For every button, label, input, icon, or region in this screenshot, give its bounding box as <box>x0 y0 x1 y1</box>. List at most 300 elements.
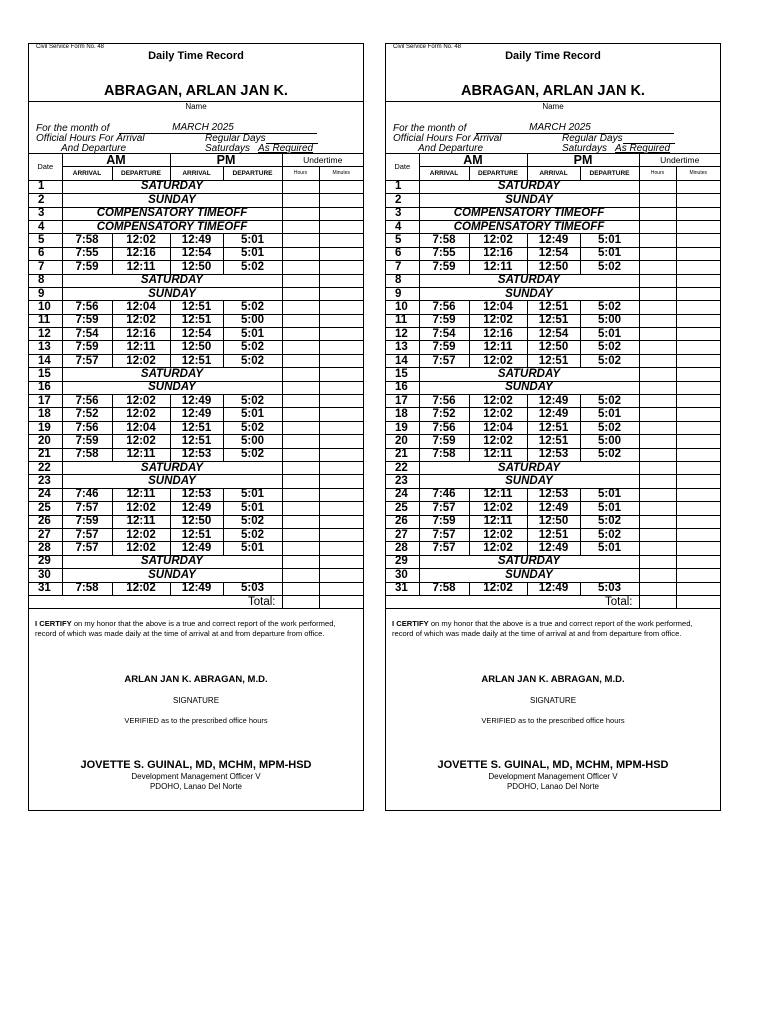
pm-departure: 5:02 <box>580 421 639 434</box>
day-number: 15 <box>386 368 419 381</box>
total-label: Total: <box>386 595 639 608</box>
day-number: 25 <box>386 502 419 515</box>
am-arrival: 7:46 <box>62 488 112 501</box>
table-row <box>386 488 720 501</box>
month-label: For the month of <box>36 123 110 134</box>
pm-departure: 5:02 <box>223 395 282 408</box>
am-departure: 12:02 <box>112 314 170 327</box>
pm-arrival: 12:51 <box>527 421 580 434</box>
day-number: 24 <box>29 488 62 501</box>
pm-departure: 5:01 <box>580 408 639 421</box>
am-departure-header: DEPARTURE <box>469 167 527 180</box>
table-row <box>29 448 363 461</box>
undertime-hours <box>639 314 676 327</box>
officer-title: Development Management Officer V <box>488 772 618 781</box>
day-number: 23 <box>386 475 419 488</box>
am-departure: 12:04 <box>112 301 170 314</box>
am-header: AM <box>62 154 170 167</box>
undertime-hours <box>282 582 319 595</box>
am-arrival: 7:56 <box>62 395 112 408</box>
table-row <box>29 408 363 421</box>
pm-arrival: 12:51 <box>527 435 580 448</box>
pm-arrival: 12:49 <box>170 502 223 515</box>
undertime-minutes <box>676 569 720 582</box>
undertime-hours <box>282 274 319 287</box>
pm-departure: 5:02 <box>580 395 639 408</box>
am-arrival: 7:59 <box>419 435 469 448</box>
undertime-minutes <box>319 261 363 274</box>
table-row <box>386 555 720 568</box>
undertime-minutes <box>676 220 720 233</box>
am-arrival: 7:57 <box>62 354 112 367</box>
am-departure: 12:02 <box>469 354 527 367</box>
undertime-minutes <box>676 542 720 555</box>
month-value: MARCH 2025 <box>119 123 317 134</box>
am-arrival: 7:46 <box>419 488 469 501</box>
undertime-hours <box>639 234 676 247</box>
am-arrival: 7:56 <box>419 395 469 408</box>
undertime-minutes <box>676 368 720 381</box>
pm-departure: 5:01 <box>580 488 639 501</box>
table-row <box>386 220 720 233</box>
undertime-minutes <box>676 381 720 394</box>
undertime-hours <box>639 261 676 274</box>
pm-arrival: 12:49 <box>170 408 223 421</box>
undertime-hours <box>282 408 319 421</box>
total-minutes <box>319 595 363 608</box>
pm-arrival: 12:51 <box>527 301 580 314</box>
day-number: 15 <box>29 368 62 381</box>
day-label: COMPENSATORY TIMEOFF <box>62 220 282 233</box>
am-departure: 12:11 <box>112 261 170 274</box>
undertime-hours <box>282 421 319 434</box>
day-number: 3 <box>386 207 419 220</box>
am-departure: 12:11 <box>469 448 527 461</box>
pm-departure: 5:01 <box>580 234 639 247</box>
am-departure: 12:02 <box>469 435 527 448</box>
table-row <box>386 542 720 555</box>
day-label: SUNDAY <box>62 569 282 582</box>
pm-departure: 5:02 <box>223 421 282 434</box>
pm-departure: 5:01 <box>580 247 639 260</box>
undertime-hours <box>639 220 676 233</box>
day-label: SATURDAY <box>62 274 282 287</box>
table-row <box>386 261 720 274</box>
pm-departure: 5:00 <box>223 435 282 448</box>
undertime-minutes <box>319 461 363 474</box>
undertime-minutes <box>319 582 363 595</box>
undertime-minutes <box>319 395 363 408</box>
pm-departure: 5:03 <box>580 582 639 595</box>
employee-name: ABRAGAN, ARLAN JAN K. <box>461 83 645 99</box>
regular-days-label: Regular Days <box>205 133 266 144</box>
undertime-hours <box>639 287 676 300</box>
table-row <box>386 461 720 474</box>
table-row <box>386 354 720 367</box>
undertime-minutes <box>676 354 720 367</box>
day-number: 10 <box>29 301 62 314</box>
pm-arrival: 12:50 <box>527 341 580 354</box>
undertime-minutes <box>319 180 363 193</box>
undertime-hours <box>639 301 676 314</box>
pm-departure: 5:00 <box>580 435 639 448</box>
undertime-hours <box>639 461 676 474</box>
table-row <box>386 448 720 461</box>
undertime-minutes <box>319 194 363 207</box>
day-number: 6 <box>29 247 62 260</box>
official-hours-label: Official Hours For Arrival <box>36 133 145 144</box>
day-label: SATURDAY <box>419 180 639 193</box>
day-number: 20 <box>29 435 62 448</box>
undertime-hours <box>639 515 676 528</box>
table-row <box>386 194 720 207</box>
table-row <box>29 475 363 488</box>
undertime-hours <box>639 448 676 461</box>
table-row <box>29 207 363 220</box>
name-label: Name <box>542 102 564 111</box>
am-departure: 12:11 <box>469 261 527 274</box>
day-number: 18 <box>386 408 419 421</box>
day-label: COMPENSATORY TIMEOFF <box>419 220 639 233</box>
undertime-minutes <box>676 314 720 327</box>
day-label: SATURDAY <box>62 461 282 474</box>
pm-arrival: 12:51 <box>170 421 223 434</box>
day-number: 21 <box>29 448 62 461</box>
table-row <box>29 341 363 354</box>
form-number: Civil Service Form No. 48 <box>393 44 462 50</box>
day-number: 2 <box>29 194 62 207</box>
day-label: SATURDAY <box>419 555 639 568</box>
table-row <box>29 435 363 448</box>
am-arrival: 7:52 <box>62 408 112 421</box>
table-row <box>29 368 363 381</box>
am-arrival: 7:56 <box>419 301 469 314</box>
undertime-hours <box>282 180 319 193</box>
undertime-hours <box>282 515 319 528</box>
hours-header: Hours <box>282 167 319 180</box>
undertime-minutes <box>676 247 720 260</box>
day-number: 17 <box>29 395 62 408</box>
undertime-hours <box>639 569 676 582</box>
departure-label: And Departure <box>61 143 127 154</box>
undertime-minutes <box>676 207 720 220</box>
table-row <box>386 421 720 434</box>
am-departure: 12:11 <box>112 341 170 354</box>
am-departure: 12:16 <box>112 328 170 341</box>
am-departure: 12:02 <box>469 314 527 327</box>
day-number: 22 <box>29 461 62 474</box>
table-row <box>386 435 720 448</box>
as-required: As Required <box>258 143 314 154</box>
am-arrival: 7:58 <box>62 582 112 595</box>
undertime-minutes <box>319 435 363 448</box>
undertime-minutes <box>676 287 720 300</box>
pm-departure-header: DEPARTURE <box>580 167 639 180</box>
undertime-hours <box>639 368 676 381</box>
am-departure: 12:02 <box>469 502 527 515</box>
undertime-header: Undertime <box>282 154 363 167</box>
am-arrival: 7:57 <box>419 528 469 541</box>
am-departure: 12:02 <box>469 582 527 595</box>
day-number: 22 <box>386 461 419 474</box>
undertime-minutes <box>676 528 720 541</box>
undertime-minutes <box>319 207 363 220</box>
undertime-minutes <box>319 569 363 582</box>
am-departure: 12:11 <box>469 515 527 528</box>
pm-arrival: 12:50 <box>170 261 223 274</box>
undertime-header: Undertime <box>639 154 720 167</box>
table-row <box>386 475 720 488</box>
regular-days-label: Regular Days <box>562 133 623 144</box>
am-arrival: 7:58 <box>419 234 469 247</box>
undertime-hours <box>282 234 319 247</box>
am-arrival: 7:59 <box>62 515 112 528</box>
table-row <box>29 287 363 300</box>
pm-arrival: 12:50 <box>170 341 223 354</box>
undertime-minutes <box>319 341 363 354</box>
undertime-hours <box>639 395 676 408</box>
pm-arrival: 12:51 <box>170 314 223 327</box>
pm-arrival: 12:54 <box>170 247 223 260</box>
pm-arrival: 12:50 <box>527 515 580 528</box>
am-departure: 12:11 <box>112 488 170 501</box>
undertime-hours <box>282 542 319 555</box>
undertime-hours <box>639 542 676 555</box>
officer-office: PDOHO, Lanao Del Norte <box>149 782 243 791</box>
pm-arrival: 12:54 <box>170 328 223 341</box>
am-arrival: 7:59 <box>62 314 112 327</box>
table-row <box>29 220 363 233</box>
pm-departure: 5:02 <box>580 261 639 274</box>
table-row <box>386 502 720 515</box>
day-label: COMPENSATORY TIMEOFF <box>419 207 639 220</box>
pm-departure: 5:02 <box>223 528 282 541</box>
day-label: SUNDAY <box>419 287 639 300</box>
pm-departure: 5:02 <box>223 301 282 314</box>
undertime-minutes <box>676 475 720 488</box>
am-arrival: 7:56 <box>62 421 112 434</box>
day-number: 11 <box>29 314 62 327</box>
undertime-hours <box>282 475 319 488</box>
am-departure: 12:02 <box>112 354 170 367</box>
am-arrival: 7:57 <box>419 502 469 515</box>
undertime-hours <box>282 395 319 408</box>
day-number: 31 <box>29 582 62 595</box>
day-number: 20 <box>386 435 419 448</box>
pm-header: PM <box>170 154 282 167</box>
pm-departure: 5:02 <box>223 354 282 367</box>
undertime-hours <box>639 194 676 207</box>
day-number: 21 <box>386 448 419 461</box>
pm-departure: 5:01 <box>223 408 282 421</box>
day-label: SATURDAY <box>419 368 639 381</box>
day-number: 30 <box>29 569 62 582</box>
undertime-minutes <box>319 475 363 488</box>
pm-arrival: 12:49 <box>170 582 223 595</box>
undertime-hours <box>639 381 676 394</box>
table-row <box>29 194 363 207</box>
day-label: SATURDAY <box>419 274 639 287</box>
pm-arrival: 12:51 <box>170 301 223 314</box>
verified-label: VERIFIED as to the prescribed office hours <box>124 716 268 725</box>
certification-text <box>35 619 357 638</box>
am-arrival: 7:52 <box>419 408 469 421</box>
pm-departure: 5:02 <box>580 448 639 461</box>
undertime-hours <box>282 341 319 354</box>
am-departure: 12:04 <box>112 421 170 434</box>
undertime-hours <box>639 408 676 421</box>
am-departure: 12:02 <box>112 234 170 247</box>
pm-departure: 5:02 <box>580 528 639 541</box>
am-departure: 12:02 <box>112 502 170 515</box>
table-row <box>29 234 363 247</box>
undertime-minutes <box>676 515 720 528</box>
am-departure: 12:02 <box>469 528 527 541</box>
certify-lead: I CERTIFY <box>392 619 429 628</box>
day-number: 12 <box>29 328 62 341</box>
pm-arrival: 12:51 <box>527 314 580 327</box>
undertime-minutes <box>319 488 363 501</box>
undertime-minutes <box>676 582 720 595</box>
day-number: 29 <box>386 555 419 568</box>
pm-arrival: 12:49 <box>527 582 580 595</box>
pm-arrival: 12:54 <box>527 328 580 341</box>
undertime-hours <box>282 301 319 314</box>
undertime-minutes <box>319 354 363 367</box>
am-departure: 12:02 <box>469 395 527 408</box>
pm-departure: 5:01 <box>223 502 282 515</box>
pm-arrival: 12:49 <box>527 542 580 555</box>
undertime-hours <box>282 287 319 300</box>
undertime-hours <box>639 247 676 260</box>
table-row <box>386 408 720 421</box>
undertime-minutes <box>319 555 363 568</box>
form-title: Daily Time Record <box>148 50 244 62</box>
pm-arrival-header: ARRIVAL <box>527 167 580 180</box>
pm-departure: 5:00 <box>580 314 639 327</box>
table-row <box>386 381 720 394</box>
day-number: 14 <box>386 354 419 367</box>
day-number: 24 <box>386 488 419 501</box>
table-row <box>386 274 720 287</box>
undertime-hours <box>639 207 676 220</box>
undertime-hours <box>639 555 676 568</box>
form-title: Daily Time Record <box>505 50 601 62</box>
undertime-hours <box>639 328 676 341</box>
undertime-hours <box>639 502 676 515</box>
day-label: SUNDAY <box>62 381 282 394</box>
day-label: SATURDAY <box>62 368 282 381</box>
total-hours <box>282 595 319 608</box>
day-number: 7 <box>386 261 419 274</box>
undertime-minutes <box>319 381 363 394</box>
officer-title: Development Management Officer V <box>131 772 261 781</box>
pm-arrival: 12:51 <box>170 435 223 448</box>
day-number: 4 <box>386 220 419 233</box>
am-departure: 12:02 <box>112 435 170 448</box>
undertime-hours <box>282 328 319 341</box>
day-number: 4 <box>29 220 62 233</box>
am-arrival-header: ARRIVAL <box>62 167 112 180</box>
undertime-hours <box>282 528 319 541</box>
verified-label: VERIFIED as to the prescribed office hours <box>481 716 625 725</box>
table-row <box>386 528 720 541</box>
table-row <box>386 287 720 300</box>
table-row <box>386 207 720 220</box>
pm-departure: 5:01 <box>223 328 282 341</box>
am-arrival: 7:58 <box>419 448 469 461</box>
am-departure: 12:11 <box>469 341 527 354</box>
day-number: 27 <box>386 528 419 541</box>
day-label: SUNDAY <box>419 569 639 582</box>
day-number: 25 <box>29 502 62 515</box>
am-departure: 12:04 <box>469 421 527 434</box>
name-label: Name <box>185 102 207 111</box>
day-label: SUNDAY <box>419 194 639 207</box>
undertime-hours <box>282 247 319 260</box>
day-number: 1 <box>386 180 419 193</box>
table-row <box>29 247 363 260</box>
certify-body: on my honor that the above is a true and correct report of the work performed, record of which was made daily at the time of arrival at and from departure from office. <box>35 619 336 638</box>
minutes-header: Minutes <box>676 167 720 180</box>
undertime-hours <box>639 180 676 193</box>
table-row <box>386 247 720 260</box>
day-number: 5 <box>29 234 62 247</box>
table-row <box>386 180 720 193</box>
pm-arrival-header: ARRIVAL <box>170 167 223 180</box>
undertime-minutes <box>676 301 720 314</box>
pm-arrival: 12:49 <box>170 234 223 247</box>
undertime-minutes <box>676 502 720 515</box>
official-hours-label: Official Hours For Arrival <box>393 133 502 144</box>
undertime-minutes <box>676 328 720 341</box>
table-row <box>29 488 363 501</box>
pm-arrival: 12:53 <box>527 448 580 461</box>
am-departure: 12:02 <box>112 528 170 541</box>
am-arrival: 7:54 <box>419 328 469 341</box>
am-header: AM <box>419 154 527 167</box>
undertime-minutes <box>319 220 363 233</box>
pm-arrival: 12:51 <box>527 528 580 541</box>
day-number: 28 <box>29 542 62 555</box>
officer-name: JOVETTE S. GUINAL, MD, MCHM, MPM-HSD <box>437 759 669 771</box>
pm-arrival: 12:53 <box>170 448 223 461</box>
certify-lead: I CERTIFY <box>35 619 72 628</box>
undertime-hours <box>282 354 319 367</box>
undertime-minutes <box>676 461 720 474</box>
undertime-minutes <box>319 274 363 287</box>
day-number: 9 <box>386 287 419 300</box>
day-number: 29 <box>29 555 62 568</box>
pm-departure: 5:02 <box>223 261 282 274</box>
undertime-hours <box>282 381 319 394</box>
undertime-hours <box>282 368 319 381</box>
officer-office: PDOHO, Lanao Del Norte <box>506 782 600 791</box>
day-number: 26 <box>29 515 62 528</box>
saturdays-label: Saturdays <box>205 143 251 154</box>
table-row <box>386 328 720 341</box>
day-label: SUNDAY <box>419 381 639 394</box>
table-row <box>29 180 363 193</box>
pm-departure: 5:01 <box>580 328 639 341</box>
signature-label: SIGNATURE <box>529 696 577 705</box>
hours-header: Hours <box>639 167 676 180</box>
undertime-minutes <box>676 341 720 354</box>
day-number: 16 <box>386 381 419 394</box>
day-number: 13 <box>386 341 419 354</box>
day-label: SATURDAY <box>62 555 282 568</box>
month-label: For the month of <box>393 123 467 134</box>
